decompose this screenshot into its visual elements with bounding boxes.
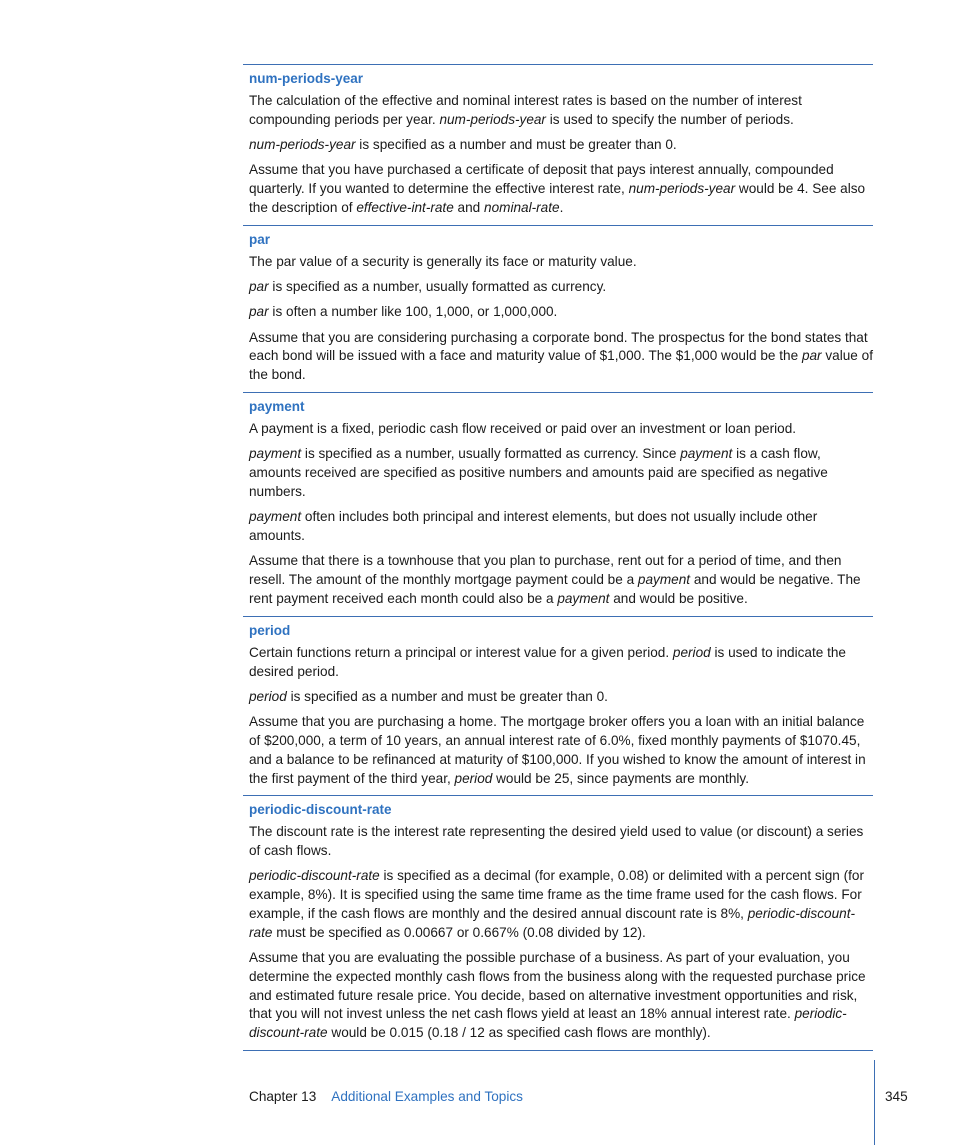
paragraph: num-periods-year is specified as a number and must be greater than 0. [249, 137, 677, 153]
term-heading: par [249, 231, 271, 247]
term-heading: payment [249, 399, 305, 415]
entry-par [243, 225, 873, 392]
paragraph: Assume that you are evaluating the possible purchase of a business. As part of your evaluation, you determine the expected monthly cash flows from the business along with the requested purchase price and estimated future resale price. You decide, based on alternative investment opportunities and risk, that you will not invest unless the net cash flows yield at least an 18% annual interest rate. periodic-discount-rate would be 0.015 (0.18 / 12 as specified cash flows are monthly). [249, 950, 866, 1041]
entry-periodic-discount-rate [243, 795, 873, 1051]
entry-period [243, 616, 873, 796]
paragraph: Certain functions return a principal or interest value for a given period. period is used to indicate the desired period. [249, 644, 846, 679]
paragraph: Assume that there is a townhouse that you plan to purchase, rent out for a period of time, and then resell. The amount of the monthly mortgage payment could be a payment and would be negative. The rent payment received each month could also be a payment and would be positive. [249, 553, 861, 606]
glossary-content [243, 64, 873, 1051]
term-heading: period [249, 622, 291, 638]
paragraph: par is specified as a number, usually formatted as currency. [249, 279, 607, 295]
paragraph: Assume that you are purchasing a home. The mortgage broker offers you a loan with an initial balance of $200,000, a term of 10 years, an annual interest rate of 6.0%, fixed monthly payments of $1070.45, and a balance to be refinanced at maturity of $100,000. If you wished to know the amount of interest in the first payment of the third year, period would be 25, since payments are monthly. [249, 714, 866, 786]
entry-num-periods-year [243, 64, 873, 225]
paragraph: Assume that you have purchased a certificate of deposit that pays interest annually, compounded quarterly. If you wanted to determine the effective interest rate, num-periods-year would be 4. See also the description of effective-int-rate and nominal-rate. [249, 162, 866, 215]
paragraph: payment is specified as a number, usually formatted as currency. Since payment is a cash flow, amounts received are specified as positive numbers and amounts paid are specified as negative numbers. [249, 446, 828, 499]
paragraph: payment often includes both principal and interest elements, but does not usually include other amounts. [249, 509, 818, 544]
page-number: 345 [885, 1089, 908, 1104]
paragraph: Assume that you are considering purchasing a corporate bond. The prospectus for the bond states that each bond will be issued with a face and maturity value of $1,000. The $1,000 would be the par value of the bond. [249, 329, 873, 383]
paragraph: The discount rate is the interest rate representing the desired yield used to value (or discount) a series of cash flows. [249, 824, 864, 859]
paragraph: The par value of a security is generally its face or maturity value. [249, 253, 637, 269]
entry-payment [243, 392, 873, 616]
paragraph: par is often a number like 100, 1,000, or 1,000,000. [249, 304, 558, 320]
chapter-number: Chapter 13 [249, 1089, 317, 1104]
paragraph: The calculation of the effective and nominal interest rates is based on the number of interest compounding periods per year. num-periods-year is used to specify the number of periods. [249, 93, 802, 127]
paragraph: A payment is a fixed, periodic cash flow received or paid over an investment or loan period. [249, 421, 797, 437]
term-heading: num-periods-year [249, 71, 364, 86]
term-heading: periodic-discount-rate [249, 802, 392, 818]
page-footer [249, 1088, 523, 1106]
paragraph: periodic-discount-rate is specified as a decimal (for example, 0.08) or delimited with a percent sign (for example, 8%). It is specified using the same time frame as the time frame used for the cash flows. For example, if the cash flows are monthly and the desired annual discount rate is 8%, periodic-discount-rate must be specified as 0.00667 or 0.667% (0.08 divided by 12). [249, 868, 865, 940]
footer-divider [874, 1060, 875, 1145]
chapter-title-link[interactable]: Additional Examples and Topics [331, 1089, 523, 1104]
paragraph: period is specified as a number and must be greater than 0. [249, 688, 608, 704]
